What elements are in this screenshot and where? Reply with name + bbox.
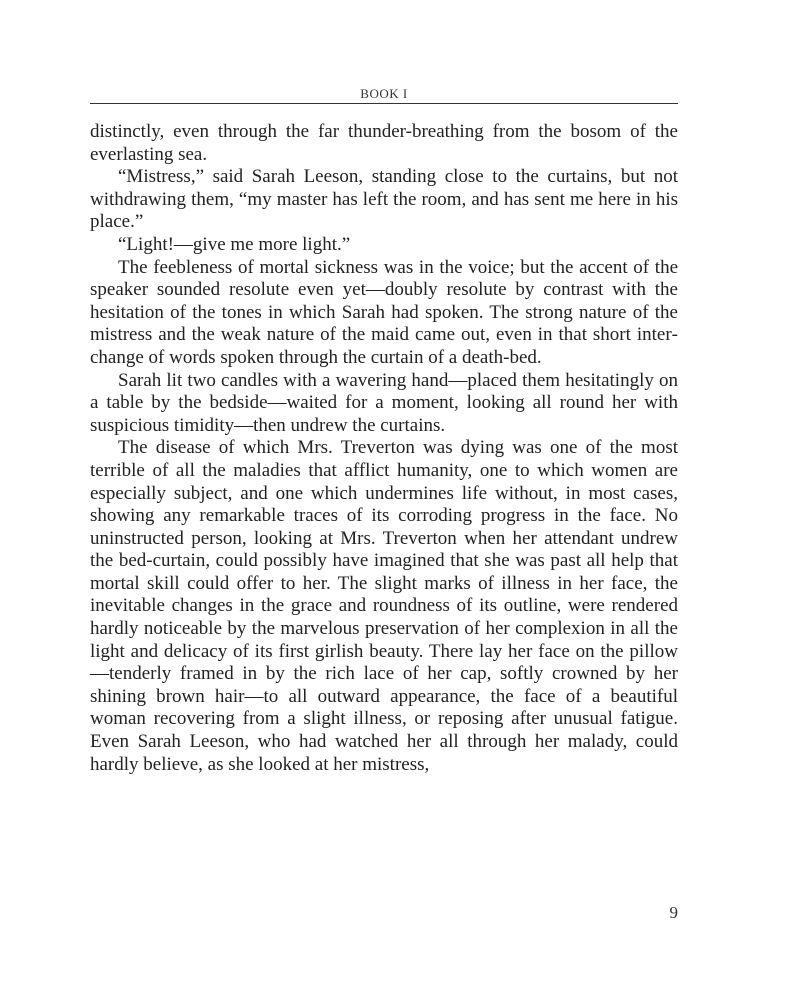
paragraph: The feebleness of mortal sickness was in the voice; but the accent of the speaker sounded resolute even yet—doubly resolute by contrast with the hesitation of the tones in which Sarah had spoken. The strong nature of the mistress and the weak nature of the maid came out, even in that short interchange of words spoken through the curtain of a death-bed. <box>90 256 678 368</box>
running-head: BOOK I <box>360 86 408 101</box>
paragraph: “Light!—give me more light.” <box>118 233 351 255</box>
body-text <box>90 121 678 776</box>
header-rule <box>90 103 678 104</box>
paragraph: “Mistress,” said Sarah Leeson, standing close to the curtains, but not withdrawing them, “my master has left the room, and has sent me here in his place.” <box>90 166 678 233</box>
paragraph: Sarah lit two candles with a wavering hand—placed them hesitatingly on a table by the bedside—waited for a moment, looking all round her with suspicious timidity—then undrew the curtains. <box>90 369 678 436</box>
paragraph-continued: distinctly, even through the far thunder-breathing from the bosom of the everlasting sea. <box>90 121 678 165</box>
page-number: 9 <box>669 903 678 922</box>
paragraph: The disease of which Mrs. Treverton was dying was one of the most terrible of all the maladies that afflict humanity, one to which women are especially subject, and one which undermines life without, in most cases, showing any remarkable traces of its corroding progress in the face. No uninstructed person, looking at Mrs. Treverton when her attendant undrew the bed-curtain, could possibly have imagined that she was past all help that mortal skill could offer to her. The slight marks of illness in her face, the inevitable changes in the grace and roundness of its outline, were rendered hardly noticeable by the marvelous preservation of her complexion in all the light and delicacy of its first girlish beauty. There lay her face on the pillow—tenderly framed in by the rich lace of her cap, softly crowned by her shining brown hair—to all outward appearance, the face of a beautiful woman recovering from a slight illness, or reposing after unusual fatigue. Even Sarah Leeson, who had watched her all through her malady, could hardly believe, as she looked at her mistress, <box>90 437 678 775</box>
